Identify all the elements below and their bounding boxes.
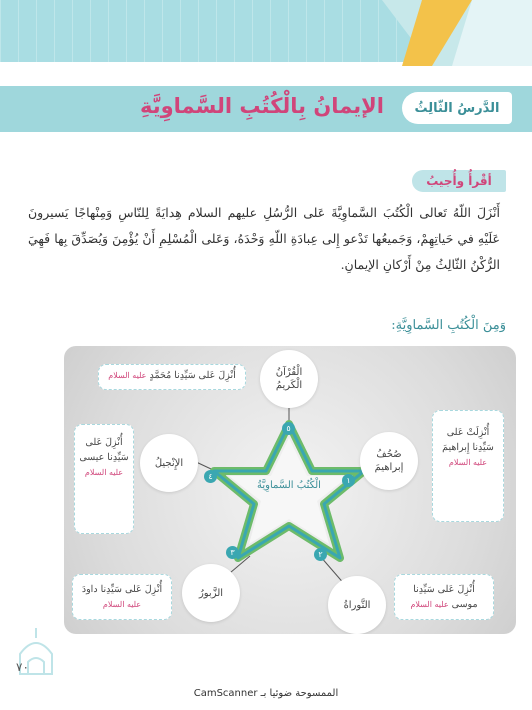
book-description-psalms: أُنْزِلَ عَلى سَيِّدِنا داودَ عليه السلام bbox=[72, 574, 172, 620]
book-circle-quran: الْقُرْآنُ الْكَريمُ bbox=[260, 350, 318, 408]
book-circle-gospel: الإِنْجيلُ bbox=[140, 434, 198, 492]
book-number-badge: ٤ bbox=[204, 470, 217, 483]
scanner-footer: الممسوحة ضوئيا بـ CamScanner bbox=[193, 688, 339, 699]
book-description-jesus: أُنْزِلَ عَلى سَيِّدِنا عيسى عليه السلام bbox=[74, 424, 134, 534]
book-circle-abraham-scrolls: صُحُفُ إبراهيمَ bbox=[360, 432, 418, 490]
heavenly-books-diagram bbox=[64, 346, 516, 634]
book-number-badge: ٣ bbox=[226, 546, 239, 559]
book-description-torah: أُنْزِلَ عَلى سَيِّدِنا موسى عليه السلام bbox=[394, 574, 494, 620]
book-number-badge: ١ bbox=[342, 474, 355, 487]
book-circle-torah: التَّوراةُ bbox=[328, 576, 386, 634]
read-and-answer-label: أقْرأُ وأُجيبُ bbox=[412, 170, 506, 192]
diagram-center-label: الْكُتُبُ السَّماوِيَّةُ bbox=[257, 480, 321, 491]
books-subheading: وَمِنَ الْكُتُبِ السَّماوِيَّةِ: bbox=[391, 318, 506, 333]
book-description-abraham: أُنْزِلَتْ عَلى سَيِّدِنا إِبراهيمَ عليه السلام bbox=[432, 410, 504, 522]
lesson-paragraph: أَنْزَلَ اللّهُ تَعالى الْكُتُبَ السَّماوِيَّةَ عَلى الرُّسُلِ عليهم السلام هِدايَةً لِلنّاسِ وَمِنْهاجًا يَسيرونَ عَلَيْهِ في حَياتِهِمْ، وَجَميعُها تَدْعو إِلى عِبادَةِ اللّهِ وَحْدَهُ، وَعَلى الْمُسْلِمِ أَنْ يُؤْمِنَ وَيُصَدِّقَ بِها فَهِيَ الرُّكْنُ الثّالِثُ مِنْ أَرْكانِ الإيمانِ. bbox=[28, 205, 500, 272]
corner-decoration bbox=[362, 0, 532, 66]
book-circle-psalms: الزَّبورُ bbox=[182, 564, 240, 622]
page-number: ٧٠ bbox=[16, 660, 29, 674]
page-title: الإيمانُ بِالْكُتُبِ السَّماوِيَّةِ bbox=[140, 94, 384, 118]
lesson-label: الدَّرسُ الثّالِثُ bbox=[402, 92, 512, 124]
book-description-quran: أُنْزِلَ عَلى سَيِّدِنا مُحَمَّدٍ عليه السلام bbox=[98, 364, 246, 390]
book-number-badge: ٢ bbox=[314, 548, 327, 561]
book-number-badge: ٥ bbox=[282, 422, 295, 435]
